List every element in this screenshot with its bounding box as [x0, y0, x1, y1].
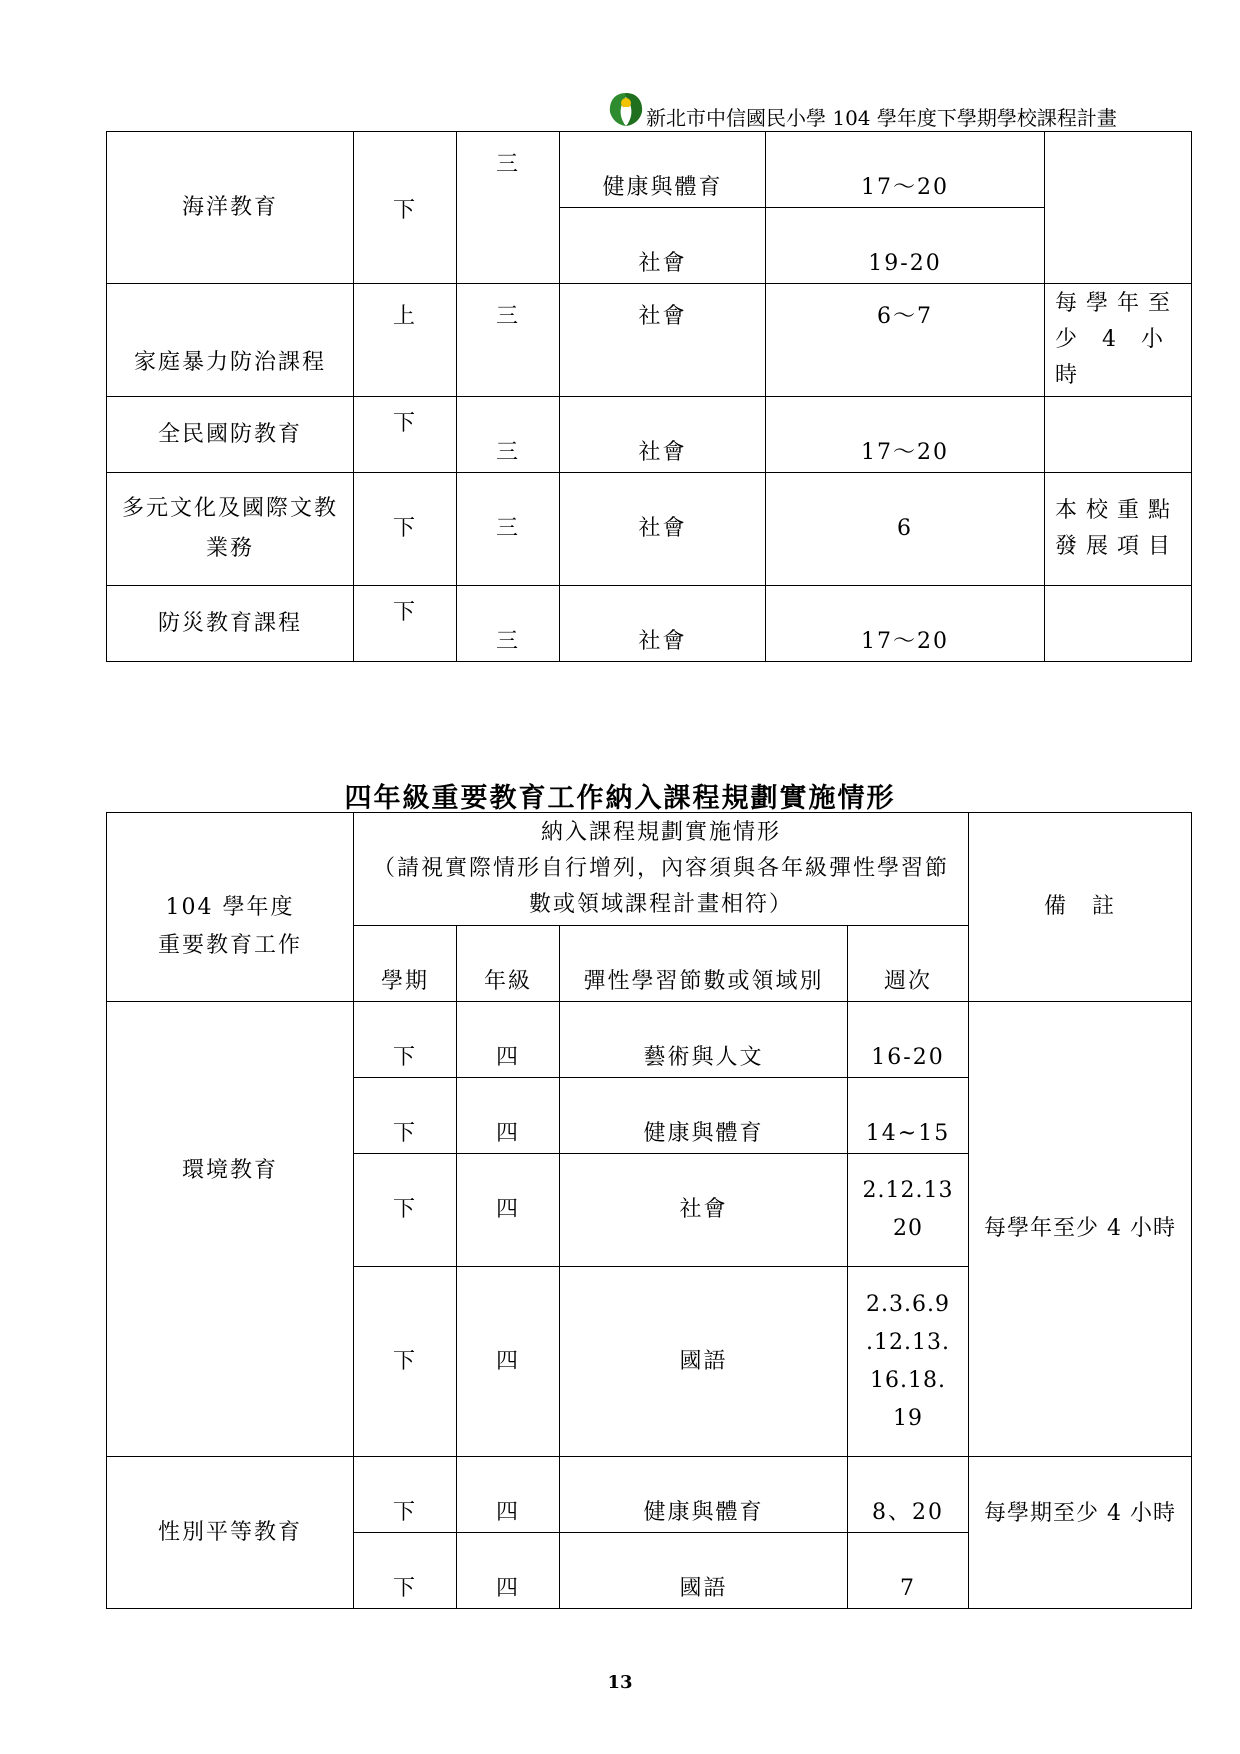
note-cell — [1045, 132, 1192, 284]
subject-cell: 健康與體育 — [560, 132, 766, 208]
semester-cell: 下 — [354, 1267, 457, 1457]
subject-cell: 社會 — [560, 586, 766, 662]
note-header: 備 註 — [969, 813, 1192, 1002]
weeks-cell: 2.3.6.9 .12.13. 16.18. 19 — [848, 1267, 969, 1457]
semester-cell: 下 — [354, 586, 457, 662]
school-logo-icon — [606, 90, 646, 128]
note-cell: 本校重點發展項目 — [1045, 473, 1192, 586]
grade-cell: 三 — [457, 586, 560, 662]
grade-cell: 三 — [457, 473, 560, 586]
semester-cell: 下 — [354, 132, 457, 284]
note-cell — [1045, 586, 1192, 662]
table-row — [107, 397, 1192, 473]
header-row — [107, 813, 1192, 926]
grade-cell: 三 — [457, 132, 560, 284]
table-row — [107, 1457, 1192, 1533]
item-cell: 全民國防教育 — [107, 397, 354, 473]
semester-cell: 下 — [354, 397, 457, 473]
weeks-cell: 7 — [848, 1533, 969, 1609]
semester-cell: 下 — [354, 1533, 457, 1609]
subject-cell: 社會 — [560, 284, 766, 397]
semester-cell: 下 — [354, 473, 457, 586]
weeks-cell: 16-20 — [848, 1002, 969, 1078]
grade-cell: 四 — [457, 1267, 560, 1457]
semester-cell: 下 — [354, 1078, 457, 1154]
weeks-cell: 17～20 — [766, 132, 1045, 208]
subject-cell: 藝術與人文 — [560, 1002, 848, 1078]
weeks-cell: 2.12.13 20 — [848, 1154, 969, 1267]
subject-cell: 健康與體育 — [560, 1457, 848, 1533]
semester-header: 學期 — [354, 926, 457, 1002]
item-cell: 防災教育課程 — [107, 586, 354, 662]
weeks-cell: 17～20 — [766, 586, 1045, 662]
item-cell: 性別平等教育 — [107, 1457, 354, 1609]
grade4-table — [106, 812, 1192, 1609]
note-cell: 每學年至少 4 小時 — [1045, 284, 1192, 397]
grade-cell: 四 — [457, 1078, 560, 1154]
subject-cell: 社會 — [560, 208, 766, 284]
weeks-cell: 6～7 — [766, 284, 1045, 397]
weeks-cell: 8、20 — [848, 1457, 969, 1533]
item-cell: 多元文化及國際文教業務 — [107, 473, 354, 586]
table-row — [107, 284, 1192, 397]
item-cell: 海洋教育 — [107, 132, 354, 284]
grade-cell: 四 — [457, 1002, 560, 1078]
grade3-table — [106, 131, 1192, 662]
subject-cell: 國語 — [560, 1267, 848, 1457]
table-row — [107, 586, 1192, 662]
subject-cell: 社會 — [560, 397, 766, 473]
item-header: 104 學年度 重要教育工作 — [107, 813, 354, 1002]
grade-cell: 三 — [457, 284, 560, 397]
subject-cell: 社會 — [560, 473, 766, 586]
page-number: 13 — [607, 1672, 633, 1693]
semester-cell: 下 — [354, 1002, 457, 1078]
group-header: 納入課程規劃實施情形 （請視實際情形自行增列，內容須與各年級彈性學習節數或領域課程計畫相符） — [354, 813, 969, 926]
subject-cell: 社會 — [560, 1154, 848, 1267]
table2-title: 四年級重要教育工作納入課程規劃實施情形 — [344, 783, 896, 814]
table-row — [107, 132, 1192, 208]
weeks-cell: 17～20 — [766, 397, 1045, 473]
grade-cell: 四 — [457, 1457, 560, 1533]
item-cell: 環境教育 — [107, 1002, 354, 1457]
grade-cell: 三 — [457, 397, 560, 473]
item-cell: 家庭暴力防治課程 — [107, 284, 354, 397]
weeks-cell: 6 — [766, 473, 1045, 586]
grade-cell: 四 — [457, 1533, 560, 1609]
note-cell: 每學期至少 4 小時 — [969, 1457, 1192, 1609]
note-cell — [1045, 397, 1192, 473]
semester-cell: 上 — [354, 284, 457, 397]
table-row — [107, 1002, 1192, 1078]
note-cell: 每學年至少 4 小時 — [969, 1002, 1192, 1457]
page-header — [600, 88, 1160, 132]
semester-cell: 下 — [354, 1457, 457, 1533]
subject-cell: 國語 — [560, 1533, 848, 1609]
subject-header: 彈性學習節數或領域別 — [560, 926, 848, 1002]
semester-cell: 下 — [354, 1154, 457, 1267]
grade-cell: 四 — [457, 1154, 560, 1267]
header-title: 新北市中信國民小學 104 學年度下學期學校課程計畫 — [646, 106, 1117, 130]
table-row — [107, 473, 1192, 586]
weeks-header: 週次 — [848, 926, 969, 1002]
grade-header: 年級 — [457, 926, 560, 1002]
weeks-cell: 19-20 — [766, 208, 1045, 284]
subject-cell: 健康與體育 — [560, 1078, 848, 1154]
weeks-cell: 14~15 — [848, 1078, 969, 1154]
